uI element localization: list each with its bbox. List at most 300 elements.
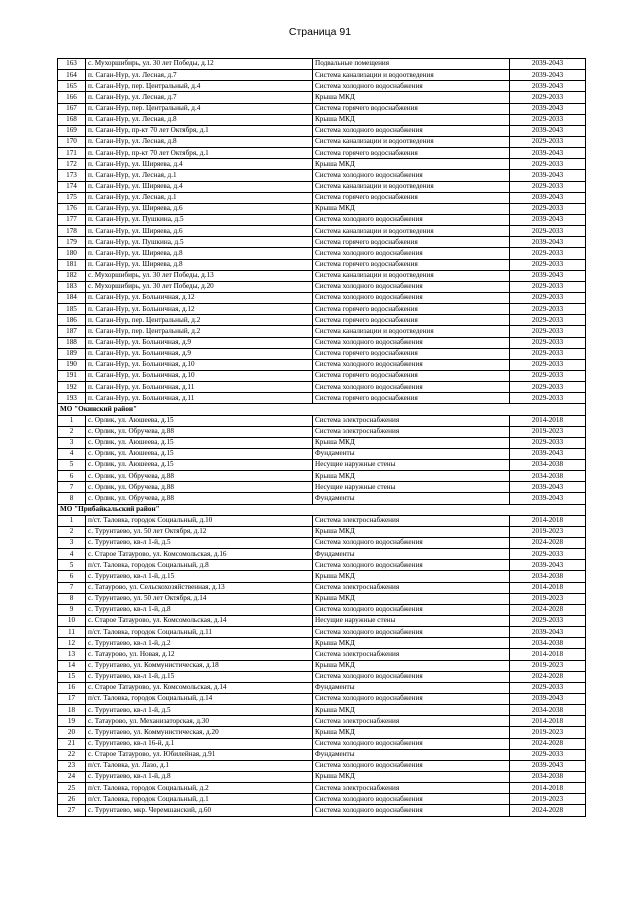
row-number: 12 [58,638,86,649]
period-cell: 2019-2023 [510,593,586,604]
address-cell: п. Саган-Нур, ул. Больничная, д.11 [86,382,313,393]
period-cell: 2024-2028 [510,604,586,615]
element-cell: Крыша МКД [313,203,510,214]
row-number: 170 [58,136,86,147]
row-number: 179 [58,237,86,248]
period-cell: 2029-2033 [510,437,586,448]
period-cell: 2019-2023 [510,426,586,437]
period-cell: 2039-2043 [510,81,586,92]
element-cell: Система холодного водоснабжения [313,538,510,549]
table-body [58,59,586,817]
row-number: 182 [58,270,86,281]
period-cell: 2024-2028 [510,538,586,549]
address-cell: п/ст. Таловка, городок Социальный, д.11 [86,627,313,638]
address-cell: с. Турунтаево, кв-л 1-й, д.2 [86,638,313,649]
element-cell: Система горячего водоснабжения [313,192,510,203]
element-cell: Система холодного водоснабжения [313,560,510,571]
address-cell: с. Турунтаево, кв-л 16-й, д.1 [86,738,313,749]
address-cell: п. Саган-Нур, ул. Лесная, д.7 [86,70,313,81]
table-row [58,203,586,214]
period-cell: 2029-2033 [510,292,586,303]
period-cell: 2039-2043 [510,627,586,638]
row-number: 193 [58,393,86,404]
row-number: 22 [58,749,86,760]
table-row [58,705,586,716]
period-cell: 2034-2038 [510,471,586,482]
address-cell: с. Турунтаево, кв-л 1-й, д.15 [86,671,313,682]
element-cell: Система горячего водоснабжения [313,237,510,248]
address-cell: с. Турунтаево, кв-л 1-й, д.8 [86,772,313,783]
table-row [58,181,586,192]
element-cell: Крыша МКД [313,593,510,604]
table-row [58,326,586,337]
element-cell: Несущие наружные стены [313,460,510,471]
period-cell: 2039-2043 [510,560,586,571]
address-cell: п. Саган-Нур, ул. Лесная, д.8 [86,136,313,147]
row-number: 3 [58,538,86,549]
table-row [58,237,586,248]
period-cell: 2014-2018 [510,515,586,526]
period-cell: 2029-2033 [510,159,586,170]
address-cell: п/ст. Таловка, городок Социальный, д.10 [86,515,313,526]
address-cell: п. Саган-Нур, пер. Центральный, д.2 [86,326,313,337]
row-number: 180 [58,248,86,259]
table-row [58,348,586,359]
row-number: 7 [58,582,86,593]
address-cell: п. Саган-Нур, ул. Лесная, д.7 [86,92,313,103]
table-row [58,604,586,615]
element-cell: Система холодного водоснабжения [313,382,510,393]
address-cell: с. Орлик, ул. Аюшеева, д.15 [86,415,313,426]
address-cell: п. Саган-Нур, ул. Ширяева, д.6 [86,226,313,237]
section-header-row [58,404,586,415]
table-row [58,738,586,749]
table-row [58,482,586,493]
element-cell: Система холодного водоснабжения [313,604,510,615]
period-cell: 2019-2023 [510,526,586,537]
section-header-row [58,504,586,515]
row-number: 192 [58,382,86,393]
element-cell: Крыша МКД [313,571,510,582]
element-cell: Система холодного водоснабжения [313,794,510,805]
table-row [58,616,586,627]
period-cell: 2019-2023 [510,794,586,805]
table-row [58,571,586,582]
element-cell: Система холодного водоснабжения [313,671,510,682]
row-number: 173 [58,170,86,181]
row-number: 27 [58,805,86,816]
address-cell: с. Турунтаево, ул. Коммунистическая, д.18 [86,660,313,671]
element-cell: Система холодного водоснабжения [313,738,510,749]
address-cell: с. Татаурово, ул. Новая, д.12 [86,649,313,660]
period-cell: 2029-2033 [510,203,586,214]
row-number: 16 [58,682,86,693]
element-cell: Система горячего водоснабжения [313,304,510,315]
element-cell: Крыша МКД [313,772,510,783]
period-cell: 2014-2018 [510,783,586,794]
row-number: 176 [58,203,86,214]
address-cell: с. Мухоршибирь, ул. 30 лет Победы, д.13 [86,270,313,281]
period-cell: 2039-2043 [510,448,586,459]
period-cell: 2034-2038 [510,772,586,783]
table-row [58,560,586,571]
table-row [58,783,586,794]
table-row [58,727,586,738]
row-number: 190 [58,359,86,370]
row-number: 183 [58,281,86,292]
period-cell: 2029-2033 [510,616,586,627]
element-cell: Несущие наружные стены [313,482,510,493]
table-row [58,526,586,537]
row-number: 23 [58,760,86,771]
element-cell: Система холодного водоснабжения [313,627,510,638]
element-cell: Крыша МКД [313,92,510,103]
address-cell: с. Турунтаево, мкр. Черемшанский, д.60 [86,805,313,816]
table-row [58,270,586,281]
period-cell: 2039-2043 [510,70,586,81]
period-cell: 2029-2033 [510,382,586,393]
period-cell: 2029-2033 [510,226,586,237]
element-cell: Система горячего водоснабжения [313,315,510,326]
address-cell: с. Орлик, ул. Обручева, д.88 [86,482,313,493]
row-number: 172 [58,159,86,170]
period-cell: 2014-2018 [510,649,586,660]
period-cell: 2039-2043 [510,125,586,136]
element-cell: Система электроснабжения [313,515,510,526]
element-cell: Крыша МКД [313,526,510,537]
row-number: 18 [58,705,86,716]
element-cell: Система холодного водоснабжения [313,359,510,370]
address-cell: с. Турунтаево, кв-л 1-й, д.15 [86,571,313,582]
table-row [58,81,586,92]
row-number: 175 [58,192,86,203]
row-number: 14 [58,660,86,671]
element-cell: Система горячего водоснабжения [313,393,510,404]
row-number: 17 [58,694,86,705]
address-cell: п. Саган-Нур, ул. Ширяева, д.6 [86,203,313,214]
period-cell: 2039-2043 [510,493,586,504]
repair-schedule-table [57,58,586,817]
period-cell: 2029-2033 [510,549,586,560]
element-cell: Крыша МКД [313,159,510,170]
row-number: 187 [58,326,86,337]
table-row [58,682,586,693]
period-cell: 2039-2043 [510,170,586,181]
row-number: 168 [58,114,86,125]
table-row [58,393,586,404]
address-cell: с. Турунтаево, ул. Коммунистическая, д.20 [86,727,313,738]
period-cell: 2024-2028 [510,671,586,682]
table-row [58,538,586,549]
table-row [58,415,586,426]
address-cell: п. Саган-Нур, ул. Больничная, д.9 [86,348,313,359]
element-cell: Система горячего водоснабжения [313,370,510,381]
row-number: 1 [58,415,86,426]
period-cell: 2029-2033 [510,259,586,270]
period-cell: 2029-2033 [510,348,586,359]
table-row [58,359,586,370]
period-cell: 2039-2043 [510,192,586,203]
element-cell: Система канализации и водоотведения [313,136,510,147]
row-number: 188 [58,337,86,348]
row-number: 6 [58,571,86,582]
address-cell: п. Саган-Нур, ул. Больничная, д.9 [86,337,313,348]
address-cell: с. Мухоршибирь, ул. 30 лет Победы, д.20 [86,281,313,292]
row-number: 6 [58,471,86,482]
period-cell: 2029-2033 [510,92,586,103]
address-cell: п/ст. Таловка, городок Социальный, д.2 [86,783,313,794]
address-cell: п. Саган-Нур, ул. Лесная, д.8 [86,114,313,125]
period-cell: 2039-2043 [510,59,586,70]
address-cell: п/ст. Таловка, городок Социальный, д.1 [86,794,313,805]
address-cell: п. Саган-Нур, ул. Пушкина, д.5 [86,237,313,248]
table-row [58,794,586,805]
element-cell: Крыша МКД [313,638,510,649]
element-cell: Система горячего водоснабжения [313,348,510,359]
table-row [58,114,586,125]
address-cell: с. Орлик, ул. Обручева, д.88 [86,426,313,437]
address-cell: п. Саган-Нур, ул. Больничная, д.10 [86,370,313,381]
table-row [58,259,586,270]
row-number: 174 [58,181,86,192]
period-cell: 2024-2028 [510,805,586,816]
table-row [58,549,586,560]
period-cell: 2019-2023 [510,727,586,738]
table-row [58,214,586,225]
address-cell: с. Татаурово, ул. Сельскохозяйственная, д.13 [86,582,313,593]
period-cell: 2034-2038 [510,705,586,716]
address-cell: п. Саган-Нур, ул. Больничная, д.11 [86,393,313,404]
element-cell: Крыша МКД [313,114,510,125]
element-cell: Система холодного водоснабжения [313,248,510,259]
period-cell: 2029-2033 [510,136,586,147]
table-row [58,593,586,604]
period-cell: 2029-2033 [510,114,586,125]
table-row [58,749,586,760]
address-cell: с. Татаурово, ул. Механизаторская, д.30 [86,716,313,727]
address-cell: с. Старое Татаурово, ул. Комсомольская, д.14 [86,682,313,693]
element-cell: Фундаменты [313,682,510,693]
row-number: 186 [58,315,86,326]
address-cell: с. Мухоршибирь, ул. 30 лет Победы, д.12 [86,59,313,70]
address-cell: с. Турунтаево, кв-л 1-й, д.8 [86,604,313,615]
row-number: 15 [58,671,86,682]
element-cell: Крыша МКД [313,727,510,738]
table-row [58,192,586,203]
row-number: 4 [58,549,86,560]
row-number: 21 [58,738,86,749]
page-title: Страница 91 [288,26,352,38]
table-row [58,716,586,727]
element-cell: Система канализации и водоотведения [313,226,510,237]
element-cell: Система электроснабжения [313,783,510,794]
table-row [58,382,586,393]
row-number: 11 [58,627,86,638]
period-cell: 2039-2043 [510,270,586,281]
element-cell: Фундаменты [313,493,510,504]
table-row [58,426,586,437]
address-cell: п/ст. Таловка, городок Социальный, д.8 [86,560,313,571]
period-cell: 2014-2018 [510,582,586,593]
row-number: 10 [58,616,86,627]
period-cell: 2029-2033 [510,370,586,381]
row-number: 20 [58,727,86,738]
element-cell: Система холодного водоснабжения [313,292,510,303]
address-cell: п. Саган-Нур, ул. Ширяева, д.4 [86,159,313,170]
table-row [58,337,586,348]
address-cell: п. Саган-Нур, пр-кт 70 лет Октября, д.1 [86,148,313,159]
row-number: 163 [58,59,86,70]
table-row [58,370,586,381]
row-number: 181 [58,259,86,270]
period-cell: 2034-2038 [510,460,586,471]
address-cell: п. Саган-Нур, ул. Ширяева, д.4 [86,181,313,192]
address-cell: п. Саган-Нур, пер. Центральный, д.4 [86,103,313,114]
element-cell: Система канализации и водоотведения [313,70,510,81]
row-number: 7 [58,482,86,493]
period-cell: 2034-2038 [510,571,586,582]
period-cell: 2034-2038 [510,638,586,649]
address-cell: с. Старое Татаурово, ул. Комсомольская, д.16 [86,549,313,560]
table-row [58,694,586,705]
row-number: 3 [58,437,86,448]
table-row [58,92,586,103]
row-number: 13 [58,649,86,660]
address-cell: п. Саган-Нур, ул. Ширяева, д.8 [86,248,313,259]
address-cell: п. Саган-Нур, ул. Лесная, д.1 [86,192,313,203]
table-row [58,493,586,504]
table-row [58,226,586,237]
row-number: 165 [58,81,86,92]
element-cell: Система электроснабжения [313,582,510,593]
address-cell: с. Турунтаево, кв-л 1-й, д.5 [86,538,313,549]
period-cell: 2029-2033 [510,248,586,259]
period-cell: 2029-2033 [510,682,586,693]
table-row [58,649,586,660]
address-cell: п/ст. Таловка, ул. Лазо, д.1 [86,760,313,771]
table-row [58,627,586,638]
table-row [58,660,586,671]
element-cell: Крыша МКД [313,705,510,716]
element-cell: Фундаменты [313,749,510,760]
row-number: 178 [58,226,86,237]
table-row [58,582,586,593]
period-cell: 2039-2043 [510,214,586,225]
element-cell: Система электроснабжения [313,716,510,727]
table-row [58,515,586,526]
element-cell: Фундаменты [313,549,510,560]
table-row [58,671,586,682]
address-cell: с. Орлик, ул. Обручева, д.88 [86,471,313,482]
element-cell: Система холодного водоснабжения [313,125,510,136]
address-cell: п. Саган-Нур, ул. Больничная, д.12 [86,304,313,315]
row-number: 8 [58,593,86,604]
row-number: 185 [58,304,86,315]
row-number: 25 [58,783,86,794]
address-cell: с. Турунтаево, ул. 50 лет Октября, д.14 [86,593,313,604]
period-cell: 2029-2033 [510,181,586,192]
table-row [58,471,586,482]
period-cell: 2039-2043 [510,103,586,114]
element-cell: Система горячего водоснабжения [313,103,510,114]
period-cell: 2029-2033 [510,326,586,337]
row-number: 9 [58,604,86,615]
table-row [58,760,586,771]
address-cell: п. Саган-Нур, пер. Центральный, д.4 [86,81,313,92]
table-row [58,281,586,292]
row-number: 167 [58,103,86,114]
period-cell: 2014-2018 [510,716,586,727]
table-row [58,136,586,147]
table-row [58,148,586,159]
element-cell: Система канализации и водоотведения [313,270,510,281]
address-cell: с. Старое Татаурово, ул. Юбилейная, д.91 [86,749,313,760]
period-cell: 2029-2033 [510,393,586,404]
row-number: 5 [58,560,86,571]
row-number: 189 [58,348,86,359]
element-cell: Система холодного водоснабжения [313,281,510,292]
row-number: 171 [58,148,86,159]
row-number: 19 [58,716,86,727]
element-cell: Система холодного водоснабжения [313,337,510,348]
element-cell: Система холодного водоснабжения [313,805,510,816]
element-cell: Система холодного водоснабжения [313,170,510,181]
row-number: 1 [58,515,86,526]
address-cell: п/ст. Таловка, городок Социальный, д.14 [86,694,313,705]
table-row [58,638,586,649]
row-number: 8 [58,493,86,504]
table-row [58,448,586,459]
row-number: 191 [58,370,86,381]
table-row [58,103,586,114]
period-cell: 2039-2043 [510,148,586,159]
period-cell: 2029-2033 [510,281,586,292]
period-cell: 2029-2033 [510,749,586,760]
element-cell: Система холодного водоснабжения [313,214,510,225]
address-cell: п. Саган-Нур, пер. Центральный, д.2 [86,315,313,326]
element-cell: Фундаменты [313,448,510,459]
table-row [58,460,586,471]
row-number: 5 [58,460,86,471]
table-row [58,125,586,136]
element-cell: Система канализации и водоотведения [313,326,510,337]
period-cell: 2029-2033 [510,315,586,326]
element-cell: Система электроснабжения [313,426,510,437]
address-cell: п. Саган-Нур, пр-кт 70 лет Октября, д.1 [86,125,313,136]
table-row [58,70,586,81]
period-cell: 2039-2043 [510,482,586,493]
row-number: 24 [58,772,86,783]
element-cell: Подвальные помещения [313,59,510,70]
address-cell: с. Старое Татаурово, ул. Комсомольская, д.14 [86,616,313,627]
table-row [58,159,586,170]
row-number: 184 [58,292,86,303]
element-cell: Система горячего водоснабжения [313,259,510,270]
section-title: МО "Окинский район" [58,404,586,415]
row-number: 177 [58,214,86,225]
row-number: 169 [58,125,86,136]
address-cell: с. Орлик, ул. Аюшеева, д.15 [86,460,313,471]
row-number: 2 [58,426,86,437]
element-cell: Система горячего водоснабжения [313,148,510,159]
address-cell: с. Орлик, ул. Аюшеева, д.15 [86,448,313,459]
row-number: 166 [58,92,86,103]
address-cell: п. Саган-Нур, ул. Больничная, д.12 [86,292,313,303]
table-row [58,805,586,816]
period-cell: 2039-2043 [510,694,586,705]
element-cell: Система электроснабжения [313,649,510,660]
address-cell: п. Саган-Нур, ул. Лесная, д.1 [86,170,313,181]
